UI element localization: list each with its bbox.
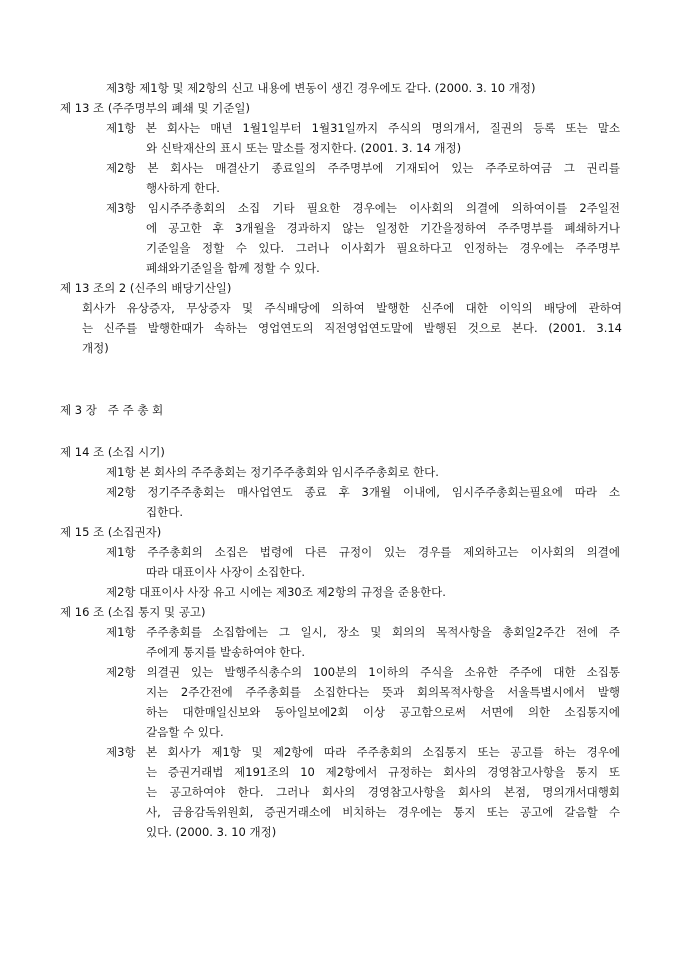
article-13-paragraph-1-cont: 와 신탁재산의 표시 또는 말소를 정지한다. (2001. 3. 14 개정) (146, 141, 462, 155)
article-13-paragraph-3: 제3항 임시주주총회의 소집 기타 필요한 경우에는 이사회의 의결에 의하여이를 2주일전 (106, 201, 620, 215)
article-13-paragraph-2: 제2항 본 회사는 매결산기 종료일의 주주명부에 기재되어 있는 주주로하여금 그 권리를 (106, 161, 620, 175)
article-16-paragraph-3-cont-3: 사, 금융감독위원회, 증권거래소에 비치하는 경우에는 통지 또는 공고에 갈음할 수 (146, 805, 620, 819)
article-13-paragraph-3-cont-3: 폐쇄와기준일을 함께 정할 수 있다. (146, 261, 320, 275)
article-16-paragraph-3-cont-1: 는 증권거래법 제191조의 10 제2항에서 규정하는 회사의 경영참고사항을 통지 또 (146, 765, 620, 779)
article-13-2-body: 회사가 유상증자, 무상증자 및 주식배당에 의하여 발행한 신주에 대한 이익의 배당에 관하여 (82, 301, 622, 315)
article-13-paragraph-3-cont-1: 에 공고한 후 3개월을 경과하지 않는 일정한 기간을정하여 주주명부를 폐쇄하거나 (146, 221, 620, 235)
article-15-heading: 제 15 조 (소집권자) (60, 525, 162, 539)
article-13-2-body-cont: 는 신주를 발행한때가 속하는 영업연도의 직전영업연도말에 발행된 것으로 본다. (2001. 3.14 (82, 321, 622, 335)
article-16-paragraph-2: 제2항 의결권 있는 발행주식총수의 100분의 1이하의 주식을 소유한 주주에 대한 소집통 (106, 665, 620, 679)
article-14-paragraph-1: 제1항 본 회사의 주주총회는 정기주주총회와 임시주주총회로 한다. (106, 465, 439, 479)
article-16-paragraph-3-cont-2: 는 공고하여야 한다. 그러나 회사의 경영참고사항을 회사의 본점, 명의개서대행회 (146, 785, 620, 799)
article-13-paragraph-3-cont-2: 기준일을 정할 수 있다. 그러나 이사회가 필요하다고 인정하는 경우에는 주주명부 (146, 241, 620, 255)
article-16-paragraph-2-cont-2: 하는 대한매일신보와 동아일보에2회 이상 공고함으로써 서면에 의한 소집통지에 (146, 705, 620, 719)
clause-12-paragraph-3: 제3항 제1항 및 제2항의 신고 내용에 변동이 생긴 경우에도 같다. (2000. 3. 10 개정) (106, 81, 536, 95)
article-13-2-heading: 제 13 조의 2 (신주의 배당기산일) (60, 281, 232, 295)
article-14-paragraph-2-cont: 집한다. (146, 505, 183, 519)
article-13-heading: 제 13 조 (주주명부의 폐쇄 및 기준일) (60, 101, 250, 115)
article-16-paragraph-3-cont-4: 있다. (2000. 3. 10 개정) (146, 825, 277, 839)
article-13-paragraph-2-cont: 행사하게 한다. (146, 181, 220, 195)
article-14-heading: 제 14 조 (소집 시기) (60, 445, 165, 459)
article-14-paragraph-2: 제2항 정기주주총회는 매사업연도 종료 후 3개월 이내에, 임시주주총회는필요에 따라 소 (106, 485, 620, 499)
article-15-paragraph-2: 제2항 대표이사 사장 유고 시에는 제30조 제2항의 규정을 준용한다. (106, 585, 446, 599)
article-16-heading: 제 16 조 (소집 통지 및 공고) (60, 605, 206, 619)
article-15-paragraph-1: 제1항 주주총회의 소집은 법령에 다른 규정이 있는 경우를 제외하고는 이사회의 의결에 (106, 545, 620, 559)
chapter-3-heading: 제 3 장 주 주 총 회 (60, 403, 164, 417)
article-16-paragraph-1: 제1항 주주총회를 소집함에는 그 일시, 장소 및 회의의 목적사항을 총회일2주간 전에 주 (106, 625, 620, 639)
article-16-paragraph-3: 제3항 본 회사가 제1항 및 제2항에 따라 주주총회의 소집통지 또는 공고를 하는 경우에 (106, 745, 620, 759)
article-13-2-body-end: 개정) (82, 341, 109, 355)
article-15-paragraph-1-cont: 따라 대표이사 사장이 소집한다. (146, 565, 306, 579)
article-16-paragraph-1-cont: 주에게 통지를 발송하여야 한다. (146, 645, 306, 659)
article-16-paragraph-2-cont-1: 지는 2주간전에 주주총회를 소집한다는 뜻과 회의목적사항을 서울특별시에서 발행 (146, 685, 620, 699)
article-16-paragraph-2-cont-3: 갈음할 수 있다. (146, 725, 224, 739)
article-13-paragraph-1: 제1항 본 회사는 매년 1월1일부터 1월31일까지 주식의 명의개서, 질권의 등록 또는 말소 (106, 121, 620, 135)
